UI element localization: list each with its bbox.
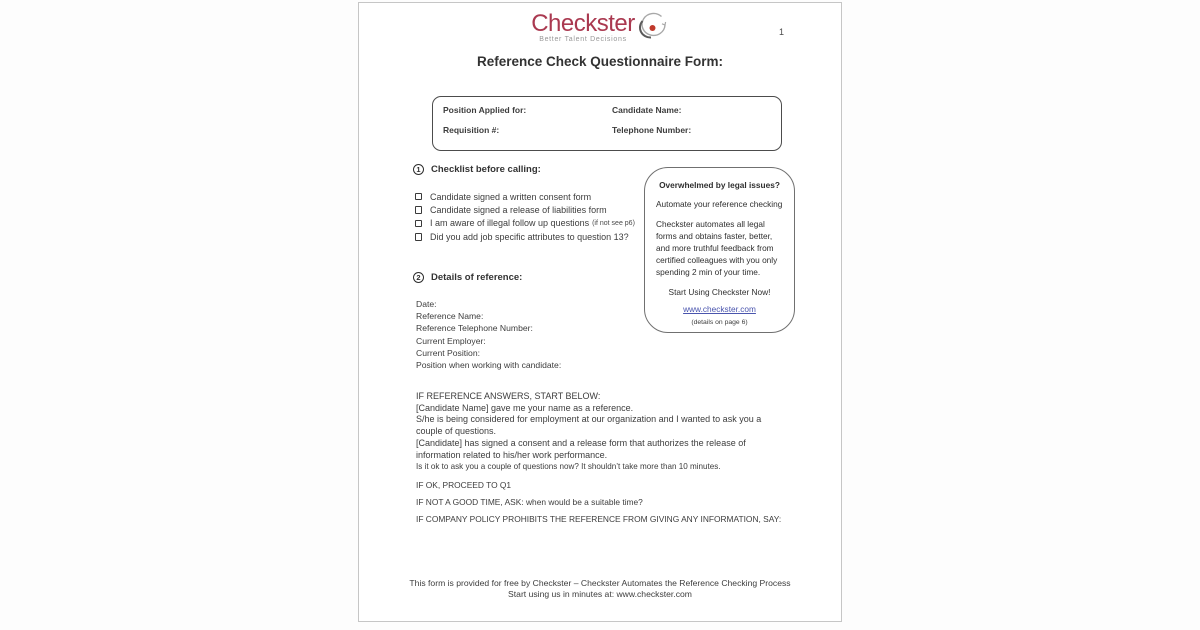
promo-body: Checkster automates all legal forms and obtains faster, better, and more truthful feedback from certified colleagues with you only spending 2 min of your time. [656, 218, 778, 278]
promo-bubble [644, 167, 795, 333]
field-label-candidate-name: Candidate Name: [612, 105, 682, 115]
script-line: S/he is being considered for employment at our organization and I wanted to ask you a couple of questions. [416, 414, 762, 437]
script-line: [Candidate] has signed a consent and a release form that authorizes the release of information related to his/her work performance. [416, 437, 746, 460]
logo-wordmark: Checkster [531, 10, 635, 37]
document-page [358, 2, 842, 622]
directive-if-company-policy: IF COMPANY POLICY PROHIBITS THE REFERENCE FROM GIVING ANY INFORMATION, SAY: [416, 514, 782, 524]
field-label-requisition-number: Requisition #: [443, 125, 500, 135]
reference-details-list [416, 298, 561, 371]
script-small-line: Is it ok to ask you a couple of questions now? It shouldn’t take more than 10 minutes. [416, 462, 721, 472]
section-checklist-heading [413, 164, 541, 175]
checkbox-icon [415, 220, 422, 228]
reference-field-name: Reference Name: [416, 311, 484, 322]
checkster-logo [359, 11, 841, 47]
promo-link-row [656, 299, 783, 317]
promo-subheading: Automate your reference checking [656, 198, 783, 209]
checklist-item [415, 190, 635, 203]
script-line: [Candidate Name] gave me your name as a reference. [416, 402, 634, 413]
circled-1-icon: 1 [413, 164, 424, 175]
directive-if-ok: IF OK, PROCEED TO Q1 [416, 480, 512, 490]
section-checklist-title: Checklist before calling: [431, 164, 541, 175]
candidate-info-box [432, 96, 782, 151]
page-title: Reference Check Questionnaire Form: [476, 54, 724, 69]
promo-cta: Start Using Checkster Now! [668, 286, 771, 297]
page-number: 1 [779, 27, 785, 37]
checklist-item [415, 230, 635, 243]
checklist-item [415, 217, 635, 230]
reference-field-telephone: Reference Telephone Number: [416, 323, 533, 334]
footer-line-1: This form is provided for free by Checkster – Checkster Automates the Reference Checking Process [409, 578, 791, 588]
checklist-item-label: Candidate signed a release of liabilities form [430, 205, 607, 216]
document-footer [359, 578, 841, 601]
script-intro-heading: IF REFERENCE ANSWERS, START BELOW: [416, 391, 601, 401]
section-reference-title: Details of reference: [431, 272, 523, 283]
field-label-position-applied-for: Position Applied for: [443, 105, 527, 115]
reference-field-date: Date: [416, 299, 437, 309]
checklist [415, 190, 635, 244]
checklist-item-label: Candidate signed a written consent form [430, 191, 592, 202]
checkbox-icon [415, 193, 422, 201]
reference-field-position: Current Position: [416, 347, 481, 358]
checkbox-icon [415, 233, 422, 241]
circled-2-icon: 2 [413, 272, 424, 283]
circular-swoosh-icon [637, 12, 669, 47]
promo-note: (details on page 6) [691, 318, 748, 326]
checklist-item [415, 203, 635, 216]
section-reference-heading [413, 272, 522, 283]
checkster-link[interactable]: www.checkster.com [683, 304, 756, 315]
footer-line-2: Start using us in minutes at: www.checkster.com [508, 589, 692, 600]
field-label-telephone-number: Telephone Number: [612, 125, 692, 135]
checklist-item-note: (if not see p6) [592, 219, 635, 227]
promo-heading: Overwhelmed by legal issues? [659, 180, 780, 190]
call-script [416, 391, 788, 473]
checklist-item-label: I am aware of illegal follow up questions [430, 218, 590, 229]
directive-if-not-good-time: IF NOT A GOOD TIME, ASK: when would be a suitable time? [416, 497, 643, 507]
reference-field-employer: Current Employer: [416, 335, 486, 346]
reference-field-position-with-candidate: Position when working with candidate: [416, 360, 562, 371]
logo-tagline: Better Talent Decisions [539, 36, 627, 43]
logo-text [531, 11, 635, 43]
checkbox-icon [415, 206, 422, 214]
checklist-item-label: Did you add job specific attributes to question 13? [430, 231, 629, 242]
